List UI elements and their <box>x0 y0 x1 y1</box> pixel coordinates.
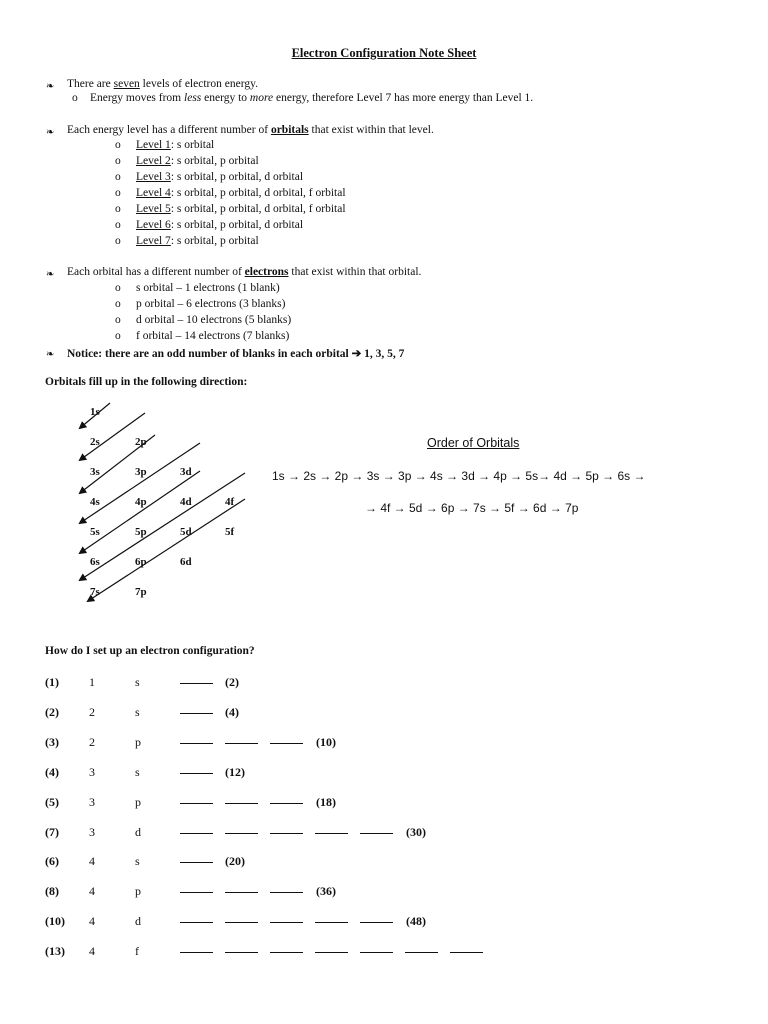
blank[interactable] <box>180 673 213 684</box>
row-level: 3 <box>89 765 95 779</box>
blank[interactable] <box>180 942 213 953</box>
row-total: (18) <box>316 795 336 809</box>
blank[interactable] <box>360 823 393 834</box>
row-orbital: p <box>135 795 141 809</box>
row-level: 4 <box>89 884 95 898</box>
row-level: 3 <box>89 795 95 809</box>
sub-bullet-icon: o <box>115 187 121 199</box>
orbital-4s: 4s <box>90 496 100 508</box>
row-level: 2 <box>89 705 95 719</box>
sub-bullet-icon: o <box>115 314 121 326</box>
blank[interactable] <box>360 912 393 923</box>
row-orbital: s <box>135 765 140 779</box>
orbital-3s: 3s <box>90 466 100 478</box>
electrons-bullet: Each orbital has a different number of electrons that exist within that orbital. <box>67 266 422 278</box>
blank[interactable] <box>270 912 303 923</box>
blank-group <box>180 763 225 778</box>
sub-bullet-icon: o <box>72 92 78 104</box>
blank-group <box>180 793 315 808</box>
row-total: (36) <box>316 884 336 898</box>
setup-heading: How do I set up an electron configuration? <box>45 645 255 657</box>
row-orbital: s <box>135 705 140 719</box>
orbital-4f: 4f <box>225 496 235 508</box>
blank[interactable] <box>225 912 258 923</box>
row-orbital: p <box>135 884 141 898</box>
row-total: (20) <box>225 854 245 868</box>
row-level: 3 <box>89 825 95 839</box>
blank[interactable] <box>180 703 213 714</box>
blank[interactable] <box>315 912 348 923</box>
blank[interactable] <box>270 942 303 953</box>
diagonal-arrow-7 <box>88 499 245 601</box>
row-number: (8) <box>45 884 59 898</box>
sub-bullet-icon: o <box>115 235 121 247</box>
blank[interactable] <box>225 793 258 804</box>
bullet-icon: ❧ <box>46 127 55 138</box>
sub-bullet-icon: o <box>115 171 121 183</box>
row-orbital: p <box>135 735 141 749</box>
orbital-6p: 6p <box>135 556 147 568</box>
row-orbital: f <box>135 944 139 958</box>
row-number: (3) <box>45 735 59 749</box>
blank-group <box>180 882 315 897</box>
orbital-2s: 2s <box>90 436 100 448</box>
blank-group <box>180 733 315 748</box>
bullet-icon: ❧ <box>46 81 55 92</box>
level-item: Level 6: s orbital, p orbital, d orbital <box>136 219 304 231</box>
bullet-icon: ❧ <box>46 269 55 280</box>
notice-text: Notice: there are an odd number of blanks in each orbital ➔ 1, 3, 5, 7 <box>67 348 405 360</box>
bullet-icon: ❧ <box>46 349 55 360</box>
orbital-5p: 5p <box>135 526 147 538</box>
blank[interactable] <box>225 882 258 893</box>
blank[interactable] <box>180 912 213 923</box>
sub-bullet-icon: o <box>115 203 121 215</box>
row-level: 4 <box>89 854 95 868</box>
blank[interactable] <box>270 882 303 893</box>
orbital-5f: 5f <box>225 526 235 538</box>
sub-bullet-icon: o <box>115 330 121 342</box>
row-number: (6) <box>45 854 59 868</box>
aufbau-diagram <box>70 395 260 610</box>
row-number: (2) <box>45 705 59 719</box>
orbital-electron-item: d orbital – 10 electrons (5 blanks) <box>136 314 292 326</box>
row-number: (10) <box>45 914 65 928</box>
blank[interactable] <box>315 942 348 953</box>
row-total: (48) <box>406 914 426 928</box>
row-total: (10) <box>316 735 336 749</box>
row-orbital: s <box>135 854 140 868</box>
orbital-7s: 7s <box>90 586 100 598</box>
energy-moves-text: Energy moves from less energy to more energy, therefore Level 7 has more energy than Level 1. <box>90 92 534 104</box>
orbital-6d: 6d <box>180 556 192 568</box>
blank[interactable] <box>270 733 303 744</box>
row-level: 4 <box>89 944 95 958</box>
row-number: (7) <box>45 825 59 839</box>
row-number: (5) <box>45 795 59 809</box>
blank[interactable] <box>180 882 213 893</box>
orbitals-bullet: Each energy level has a different number of orbitals that exist within that level. <box>67 124 434 136</box>
blank-group <box>180 942 495 957</box>
orbital-3d: 3d <box>180 466 192 478</box>
row-total: (2) <box>225 675 239 689</box>
blank[interactable] <box>225 823 258 834</box>
row-total: (30) <box>406 825 426 839</box>
order-sequence-line-2: → 4f → 5d → 6p → 7s → 5f → 6d → 7p <box>365 501 579 515</box>
blank-group <box>180 852 225 867</box>
orbital-1s: 1s <box>90 406 100 418</box>
level-item: Level 2: s orbital, p orbital <box>136 155 259 167</box>
row-orbital: d <box>135 914 141 928</box>
blank[interactable] <box>180 793 213 804</box>
blank[interactable] <box>180 733 213 744</box>
row-level: 1 <box>89 675 95 689</box>
sub-bullet-icon: o <box>115 219 121 231</box>
row-orbital: s <box>135 675 140 689</box>
level-item: Level 1: s orbital <box>136 139 215 151</box>
orbital-6s: 6s <box>90 556 100 568</box>
orbital-4p: 4p <box>135 496 147 508</box>
diagonal-arrow-6 <box>80 473 245 580</box>
row-level: 4 <box>89 914 95 928</box>
order-sequence-line-1: 1s → 2s → 2p → 3s → 3p → 4s → 3d → 4p → 5s→ 4d → 5p → 6s → <box>272 469 646 483</box>
orbital-electron-item: s orbital – 1 electrons (1 blank) <box>136 282 280 294</box>
orbital-5s: 5s <box>90 526 100 538</box>
sub-bullet-icon: o <box>115 139 121 151</box>
orbital-7p: 7p <box>135 586 147 598</box>
row-number: (1) <box>45 675 59 689</box>
row-orbital: d <box>135 825 141 839</box>
blank[interactable] <box>315 823 348 834</box>
orbital-3p: 3p <box>135 466 147 478</box>
orbital-4d: 4d <box>180 496 192 508</box>
level-item: Level 3: s orbital, p orbital, d orbital <box>136 171 304 183</box>
sub-bullet-icon: o <box>115 282 121 294</box>
sub-bullet-icon: o <box>115 298 121 310</box>
blank-group <box>180 673 225 688</box>
order-of-orbitals-heading: Order of Orbitals <box>427 436 520 450</box>
blank-group <box>180 823 405 838</box>
blank[interactable] <box>180 852 213 863</box>
blank[interactable] <box>225 733 258 744</box>
row-number: (4) <box>45 765 59 779</box>
blank-group <box>180 912 405 927</box>
row-total: (12) <box>225 765 245 779</box>
blank[interactable] <box>405 942 438 953</box>
orbital-electron-item: f orbital – 14 electrons (7 blanks) <box>136 330 290 342</box>
level-item: Level 5: s orbital, p orbital, d orbital, f orbital <box>136 203 346 215</box>
blank[interactable] <box>360 942 393 953</box>
sub-bullet-icon: o <box>115 155 121 167</box>
blank[interactable] <box>450 942 483 953</box>
blank[interactable] <box>270 793 303 804</box>
fill-direction-heading: Orbitals fill up in the following direction: <box>45 376 248 388</box>
blank[interactable] <box>225 942 258 953</box>
orbital-5d: 5d <box>180 526 192 538</box>
row-total: (4) <box>225 705 239 719</box>
orbital-electron-item: p orbital – 6 electrons (3 blanks) <box>136 298 286 310</box>
page-title: Electron Configuration Note Sheet <box>291 46 477 60</box>
blank[interactable] <box>270 823 303 834</box>
level-item: Level 4: s orbital, p orbital, d orbital, f orbital <box>136 187 346 199</box>
row-level: 2 <box>89 735 95 749</box>
row-number: (13) <box>45 944 65 958</box>
blank[interactable] <box>180 823 213 834</box>
level-item: Level 7: s orbital, p orbital <box>136 235 259 247</box>
orbital-2p: 2p <box>135 436 147 448</box>
blank-group <box>180 703 225 718</box>
energy-levels-bullet: There are seven levels of electron energy. <box>67 78 258 90</box>
blank[interactable] <box>180 763 213 774</box>
